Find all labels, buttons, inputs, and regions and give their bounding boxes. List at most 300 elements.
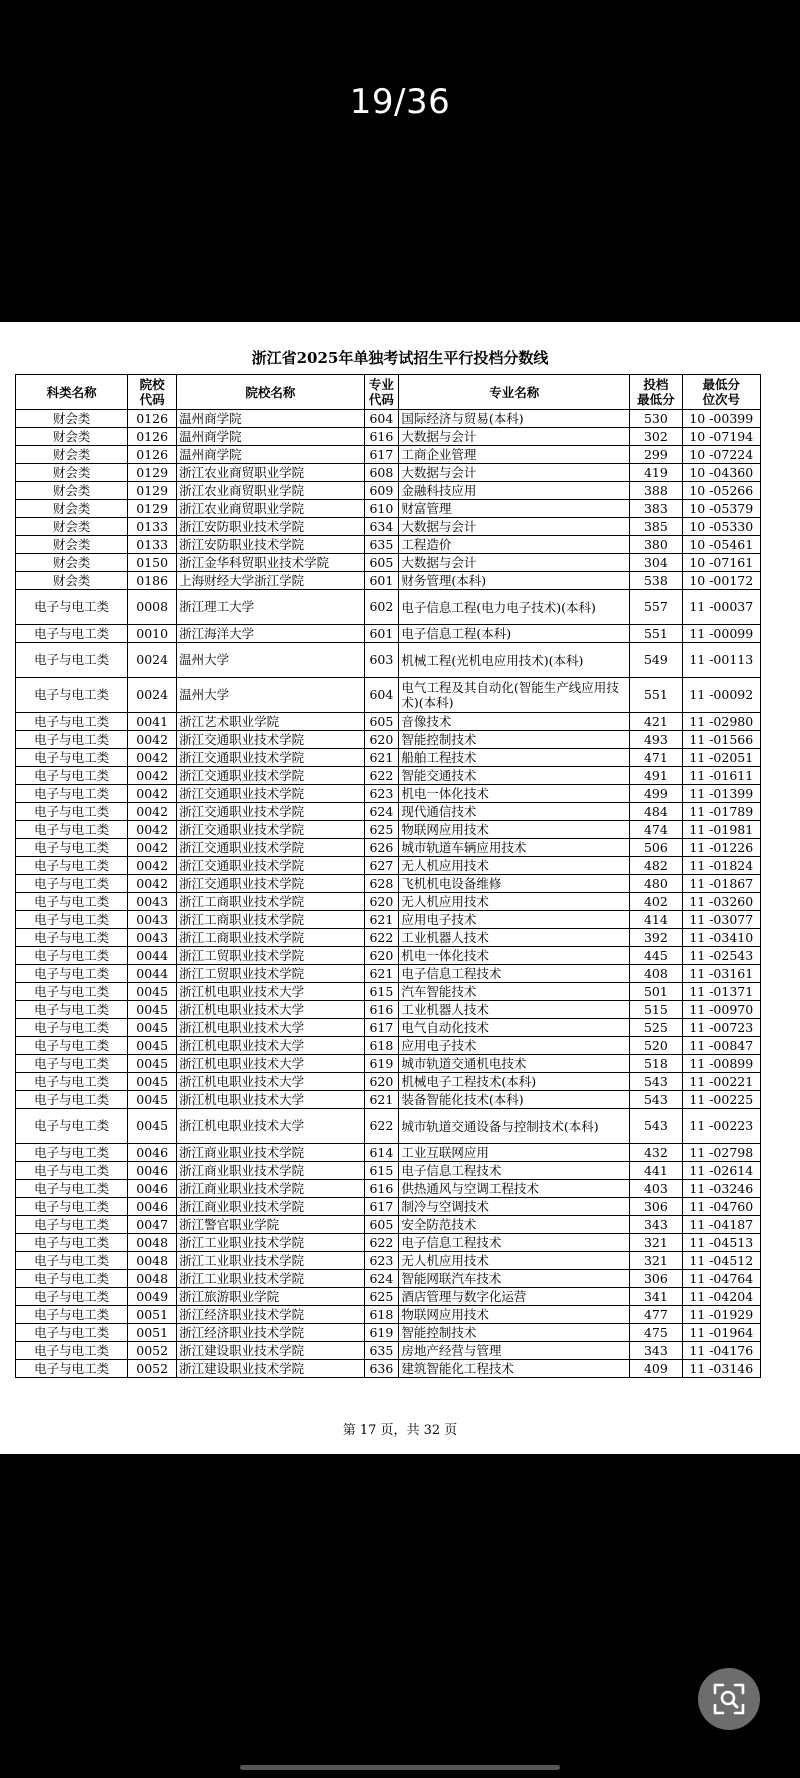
cell-category: 电子与电工类 [16, 1252, 128, 1270]
cell-school-code: 0042 [128, 875, 177, 893]
cell-major-name: 装备智能化技术(本科) [399, 1091, 630, 1109]
cell-school-code: 0043 [128, 929, 177, 947]
cell-major-code: 621 [364, 965, 399, 983]
cell-category: 财会类 [16, 572, 128, 590]
cell-category: 财会类 [16, 428, 128, 446]
table-row [16, 1234, 761, 1252]
cell-school-name: 浙江交通职业技术学院 [177, 749, 364, 767]
cell-school-name: 浙江机电职业技术大学 [177, 1055, 364, 1073]
cell-major-name: 机电一体化技术 [399, 785, 630, 803]
cell-min-rank: 10 -07224 [682, 446, 760, 464]
table-row [16, 1324, 761, 1342]
cell-major-name: 机械电子工程技术(本科) [399, 1073, 630, 1091]
score-table [15, 374, 761, 1378]
cell-min-rank: 11 -03246 [682, 1180, 760, 1198]
cell-min-rank: 11 -00099 [682, 625, 760, 643]
cell-school-code: 0045 [128, 1055, 177, 1073]
cell-major-code: 610 [364, 500, 399, 518]
cell-category: 财会类 [16, 518, 128, 536]
cell-major-code: 620 [364, 1073, 399, 1091]
cell-category: 电子与电工类 [16, 1001, 128, 1019]
cell-school-code: 0126 [128, 428, 177, 446]
cell-school-code: 0044 [128, 947, 177, 965]
cell-major-name: 建筑智能化工程技术 [399, 1360, 630, 1378]
table-row [16, 929, 761, 947]
table-row [16, 518, 761, 536]
table-row [16, 446, 761, 464]
cell-min-rank: 11 -03077 [682, 911, 760, 929]
cell-school-name: 浙江工商职业技术学院 [177, 929, 364, 947]
cell-major-name: 大数据与会计 [399, 554, 630, 572]
cell-major-name: 工业机器人技术 [399, 929, 630, 947]
cell-major-name: 财富管理 [399, 500, 630, 518]
table-row [16, 1019, 761, 1037]
cell-min-score: 321 [630, 1252, 682, 1270]
cell-school-code: 0046 [128, 1144, 177, 1162]
cell-min-rank: 11 -00225 [682, 1091, 760, 1109]
cell-min-score: 419 [630, 464, 682, 482]
cell-category: 电子与电工类 [16, 1091, 128, 1109]
cell-school-code: 0045 [128, 1037, 177, 1055]
cell-major-code: 635 [364, 536, 399, 554]
cell-min-score: 306 [630, 1270, 682, 1288]
cell-min-rank: 11 -03161 [682, 965, 760, 983]
table-row [16, 464, 761, 482]
cell-major-code: 616 [364, 1180, 399, 1198]
cell-major-code: 605 [364, 554, 399, 572]
cell-category: 电子与电工类 [16, 767, 128, 785]
cell-school-code: 0052 [128, 1360, 177, 1378]
cell-min-score: 321 [630, 1234, 682, 1252]
cell-category: 电子与电工类 [16, 678, 128, 713]
cell-major-code: 634 [364, 518, 399, 536]
cell-min-score: 385 [630, 518, 682, 536]
cell-min-score: 557 [630, 590, 682, 625]
cell-school-name: 浙江交通职业技术学院 [177, 803, 364, 821]
cell-category: 电子与电工类 [16, 590, 128, 625]
cell-min-rank: 11 -00092 [682, 678, 760, 713]
cell-major-code: 626 [364, 839, 399, 857]
cell-min-score: 306 [630, 1198, 682, 1216]
cell-major-code: 621 [364, 749, 399, 767]
table-row [16, 428, 761, 446]
header-major-name: 专业名称 [399, 375, 630, 410]
cell-major-name: 飞机机电设备维修 [399, 875, 630, 893]
cell-major-name: 电子信息工程(本科) [399, 625, 630, 643]
table-row [16, 643, 761, 678]
cell-category: 电子与电工类 [16, 1019, 128, 1037]
table-row [16, 1216, 761, 1234]
table-row [16, 713, 761, 731]
cell-major-name: 制冷与空调技术 [399, 1198, 630, 1216]
cell-min-score: 441 [630, 1162, 682, 1180]
cell-min-score: 475 [630, 1324, 682, 1342]
cell-min-rank: 11 -01824 [682, 857, 760, 875]
cell-school-name: 浙江机电职业技术大学 [177, 1073, 364, 1091]
cell-school-name: 浙江工贸职业技术学院 [177, 965, 364, 983]
cell-major-name: 船舶工程技术 [399, 749, 630, 767]
cell-school-name: 浙江安防职业技术学院 [177, 536, 364, 554]
cell-major-code: 620 [364, 893, 399, 911]
cell-category: 电子与电工类 [16, 1073, 128, 1091]
cell-min-rank: 10 -07194 [682, 428, 760, 446]
table-row [16, 590, 761, 625]
cell-major-code: 603 [364, 643, 399, 678]
cell-min-score: 343 [630, 1342, 682, 1360]
cell-school-code: 0042 [128, 785, 177, 803]
cell-category: 电子与电工类 [16, 1162, 128, 1180]
cell-school-name: 浙江交通职业技术学院 [177, 767, 364, 785]
cell-major-code: 608 [364, 464, 399, 482]
cell-school-name: 浙江农业商贸职业学院 [177, 464, 364, 482]
cell-school-name: 浙江农业商贸职业学院 [177, 500, 364, 518]
cell-category: 财会类 [16, 410, 128, 428]
cell-school-name: 上海财经大学浙江学院 [177, 572, 364, 590]
header-min-score: 投档 最低分 [630, 375, 682, 410]
table-row [16, 965, 761, 983]
table-header-row [16, 375, 761, 410]
cell-major-code: 623 [364, 1252, 399, 1270]
image-search-button[interactable] [698, 1668, 760, 1730]
cell-major-code: 620 [364, 947, 399, 965]
cell-major-code: 617 [364, 1019, 399, 1037]
cell-min-score: 474 [630, 821, 682, 839]
cell-major-name: 国际经济与贸易(本科) [399, 410, 630, 428]
cell-major-code: 614 [364, 1144, 399, 1162]
cell-min-rank: 10 -00399 [682, 410, 760, 428]
cell-major-code: 635 [364, 1342, 399, 1360]
cell-min-score: 409 [630, 1360, 682, 1378]
table-row [16, 821, 761, 839]
cell-min-score: 549 [630, 643, 682, 678]
cell-school-name: 浙江机电职业技术大学 [177, 1019, 364, 1037]
table-row [16, 1198, 761, 1216]
cell-category: 电子与电工类 [16, 929, 128, 947]
table-row [16, 1055, 761, 1073]
cell-min-score: 518 [630, 1055, 682, 1073]
cell-major-name: 城市轨道交通设备与控制技术(本科) [399, 1109, 630, 1144]
cell-min-score: 480 [630, 875, 682, 893]
cell-school-code: 0024 [128, 678, 177, 713]
cell-category: 财会类 [16, 464, 128, 482]
cell-min-score: 506 [630, 839, 682, 857]
cell-major-name: 汽车智能技术 [399, 983, 630, 1001]
cell-school-name: 浙江金华科贸职业技术学院 [177, 554, 364, 572]
cell-min-rank: 11 -00899 [682, 1055, 760, 1073]
cell-min-rank: 11 -00113 [682, 643, 760, 678]
cell-school-code: 0042 [128, 821, 177, 839]
cell-school-code: 0048 [128, 1270, 177, 1288]
header-major-code: 专业 代码 [364, 375, 399, 410]
cell-school-name: 温州大学 [177, 643, 364, 678]
cell-school-name: 浙江建设职业技术学院 [177, 1360, 364, 1378]
header-category: 科类名称 [16, 375, 128, 410]
cell-category: 电子与电工类 [16, 1270, 128, 1288]
cell-major-code: 625 [364, 1288, 399, 1306]
cell-major-code: 616 [364, 428, 399, 446]
cell-school-name: 浙江机电职业技术大学 [177, 983, 364, 1001]
cell-school-name: 浙江理工大学 [177, 590, 364, 625]
cell-school-name: 浙江机电职业技术大学 [177, 1037, 364, 1055]
cell-category: 财会类 [16, 446, 128, 464]
cell-major-name: 无人机应用技术 [399, 1252, 630, 1270]
table-row [16, 893, 761, 911]
cell-category: 财会类 [16, 536, 128, 554]
cell-major-code: 621 [364, 1091, 399, 1109]
document-page[interactable] [0, 322, 800, 1454]
cell-school-name: 浙江工商职业技术学院 [177, 911, 364, 929]
cell-min-score: 343 [630, 1216, 682, 1234]
cell-major-name: 电子信息工程(电力电子技术)(本科) [399, 590, 630, 625]
cell-major-code: 616 [364, 1001, 399, 1019]
cell-school-code: 0042 [128, 839, 177, 857]
cell-category: 电子与电工类 [16, 875, 128, 893]
cell-school-name: 浙江农业商贸职业学院 [177, 482, 364, 500]
cell-min-rank: 11 -02614 [682, 1162, 760, 1180]
cell-min-rank: 10 -05266 [682, 482, 760, 500]
cell-major-name: 工程造价 [399, 536, 630, 554]
cell-min-score: 299 [630, 446, 682, 464]
cell-major-code: 623 [364, 785, 399, 803]
cell-school-code: 0045 [128, 1109, 177, 1144]
cell-school-name: 浙江商业职业技术学院 [177, 1144, 364, 1162]
cell-min-score: 551 [630, 625, 682, 643]
cell-min-score: 543 [630, 1091, 682, 1109]
cell-school-code: 0042 [128, 857, 177, 875]
cell-school-code: 0133 [128, 518, 177, 536]
cell-min-rank: 11 -01611 [682, 767, 760, 785]
cell-min-score: 383 [630, 500, 682, 518]
cell-min-rank: 11 -02798 [682, 1144, 760, 1162]
cell-min-rank: 11 -00221 [682, 1073, 760, 1091]
cell-major-name: 城市轨道交通机电技术 [399, 1055, 630, 1073]
cell-major-name: 无人机应用技术 [399, 893, 630, 911]
table-row [16, 1342, 761, 1360]
cell-major-code: 601 [364, 572, 399, 590]
table-row [16, 410, 761, 428]
cell-school-name: 浙江工商职业技术学院 [177, 893, 364, 911]
cell-major-code: 609 [364, 482, 399, 500]
cell-min-score: 402 [630, 893, 682, 911]
table-row [16, 767, 761, 785]
cell-school-code: 0129 [128, 464, 177, 482]
cell-major-name: 大数据与会计 [399, 464, 630, 482]
cell-category: 财会类 [16, 554, 128, 572]
cell-major-name: 机械工程(光机电应用技术)(本科) [399, 643, 630, 678]
page-footer: 第 17 页，共 32 页 [342, 1423, 458, 1438]
cell-min-rank: 11 -04204 [682, 1288, 760, 1306]
table-row [16, 983, 761, 1001]
cell-school-name: 浙江机电职业技术大学 [177, 1091, 364, 1109]
cell-major-code: 604 [364, 678, 399, 713]
cell-school-name: 浙江工业职业技术学院 [177, 1270, 364, 1288]
cell-min-rank: 11 -04176 [682, 1342, 760, 1360]
cell-min-score: 515 [630, 1001, 682, 1019]
cell-min-score: 482 [630, 857, 682, 875]
cell-min-score: 471 [630, 749, 682, 767]
cell-school-name: 浙江艺术职业学院 [177, 713, 364, 731]
header-school-code: 院校 代码 [128, 375, 177, 410]
cell-school-code: 0051 [128, 1306, 177, 1324]
cell-school-code: 0126 [128, 446, 177, 464]
cell-major-name: 安全防范技术 [399, 1216, 630, 1234]
cell-min-rank: 11 -04512 [682, 1252, 760, 1270]
table-row [16, 1001, 761, 1019]
cell-major-code: 617 [364, 446, 399, 464]
cell-major-name: 电子信息工程技术 [399, 1162, 630, 1180]
cell-school-name: 浙江交通职业技术学院 [177, 821, 364, 839]
cell-major-code: 619 [364, 1324, 399, 1342]
cell-min-score: 304 [630, 554, 682, 572]
cell-category: 电子与电工类 [16, 911, 128, 929]
cell-major-code: 636 [364, 1360, 399, 1378]
cell-school-name: 浙江交通职业技术学院 [177, 875, 364, 893]
cell-min-rank: 10 -05330 [682, 518, 760, 536]
cell-school-code: 0046 [128, 1198, 177, 1216]
table-row [16, 1144, 761, 1162]
table-row [16, 625, 761, 643]
cell-major-code: 627 [364, 857, 399, 875]
cell-category: 电子与电工类 [16, 857, 128, 875]
cell-school-code: 0043 [128, 893, 177, 911]
cell-major-name: 智能控制技术 [399, 1324, 630, 1342]
cell-major-code: 625 [364, 821, 399, 839]
cell-school-code: 0047 [128, 1216, 177, 1234]
cell-major-name: 工业互联网应用 [399, 1144, 630, 1162]
cell-major-code: 602 [364, 590, 399, 625]
cell-min-rank: 10 -04360 [682, 464, 760, 482]
cell-min-rank: 10 -05379 [682, 500, 760, 518]
cell-min-rank: 11 -03410 [682, 929, 760, 947]
cell-category: 电子与电工类 [16, 643, 128, 678]
cell-major-code: 604 [364, 410, 399, 428]
cell-major-name: 大数据与会计 [399, 518, 630, 536]
cell-major-code: 624 [364, 803, 399, 821]
cell-major-name: 应用电子技术 [399, 1037, 630, 1055]
cell-min-score: 499 [630, 785, 682, 803]
cell-min-rank: 11 -00723 [682, 1019, 760, 1037]
cell-major-code: 624 [364, 1270, 399, 1288]
cell-school-name: 浙江交通职业技术学院 [177, 731, 364, 749]
cell-school-code: 0024 [128, 643, 177, 678]
cell-category: 电子与电工类 [16, 893, 128, 911]
cell-school-name: 浙江安防职业技术学院 [177, 518, 364, 536]
cell-school-code: 0042 [128, 767, 177, 785]
cell-min-rank: 11 -04513 [682, 1234, 760, 1252]
table-row [16, 1252, 761, 1270]
cell-school-code: 0048 [128, 1234, 177, 1252]
cell-min-score: 445 [630, 947, 682, 965]
cell-school-code: 0133 [128, 536, 177, 554]
cell-min-score: 388 [630, 482, 682, 500]
cell-min-score: 543 [630, 1073, 682, 1091]
cell-min-score: 392 [630, 929, 682, 947]
cell-school-code: 0045 [128, 1073, 177, 1091]
cell-major-name: 金融科技应用 [399, 482, 630, 500]
cell-major-code: 618 [364, 1037, 399, 1055]
cell-major-code: 615 [364, 1162, 399, 1180]
cell-major-name: 供热通风与空调工程技术 [399, 1180, 630, 1198]
cell-min-rank: 11 -01789 [682, 803, 760, 821]
cell-category: 电子与电工类 [16, 785, 128, 803]
cell-min-rank: 11 -00847 [682, 1037, 760, 1055]
home-indicator[interactable] [240, 1765, 560, 1770]
cell-min-score: 551 [630, 678, 682, 713]
table-row [16, 1288, 761, 1306]
cell-min-rank: 11 -02980 [682, 713, 760, 731]
cell-category: 电子与电工类 [16, 821, 128, 839]
cell-category: 电子与电工类 [16, 731, 128, 749]
cell-school-name: 浙江交通职业技术学院 [177, 785, 364, 803]
cell-min-rank: 11 -02051 [682, 749, 760, 767]
cell-major-code: 621 [364, 911, 399, 929]
cell-major-name: 工商企业管理 [399, 446, 630, 464]
image-search-icon [712, 1682, 746, 1716]
cell-category: 电子与电工类 [16, 1216, 128, 1234]
cell-major-name: 电子信息工程技术 [399, 965, 630, 983]
cell-min-rank: 11 -01566 [682, 731, 760, 749]
cell-major-code: 622 [364, 929, 399, 947]
cell-major-name: 现代通信技术 [399, 803, 630, 821]
cell-school-name: 浙江工业职业技术学院 [177, 1252, 364, 1270]
cell-school-name: 浙江工贸职业技术学院 [177, 947, 364, 965]
cell-school-name: 温州商学院 [177, 410, 364, 428]
cell-school-code: 0041 [128, 713, 177, 731]
cell-category: 电子与电工类 [16, 803, 128, 821]
table-row [16, 947, 761, 965]
cell-school-code: 0048 [128, 1252, 177, 1270]
cell-school-name: 浙江旅游职业学院 [177, 1288, 364, 1306]
cell-category: 电子与电工类 [16, 983, 128, 1001]
cell-school-name: 温州大学 [177, 678, 364, 713]
cell-school-name: 浙江建设职业技术学院 [177, 1342, 364, 1360]
table-row [16, 482, 761, 500]
cell-major-name: 城市轨道车辆应用技术 [399, 839, 630, 857]
cell-major-name: 物联网应用技术 [399, 821, 630, 839]
cell-category: 电子与电工类 [16, 1360, 128, 1378]
cell-category: 电子与电工类 [16, 965, 128, 983]
cell-min-rank: 11 -04187 [682, 1216, 760, 1234]
cell-school-code: 0126 [128, 410, 177, 428]
cell-major-code: 619 [364, 1055, 399, 1073]
cell-school-code: 0044 [128, 965, 177, 983]
cell-major-code: 605 [364, 1216, 399, 1234]
cell-major-name: 无人机应用技术 [399, 857, 630, 875]
cell-min-rank: 10 -05461 [682, 536, 760, 554]
cell-school-code: 0008 [128, 590, 177, 625]
cell-school-name: 浙江交通职业技术学院 [177, 839, 364, 857]
cell-min-rank: 11 -02543 [682, 947, 760, 965]
cell-school-code: 0046 [128, 1180, 177, 1198]
page-counter: 19/36 [349, 82, 451, 122]
cell-min-score: 543 [630, 1109, 682, 1144]
cell-school-code: 0051 [128, 1324, 177, 1342]
cell-school-code: 0129 [128, 500, 177, 518]
cell-major-name: 智能网联汽车技术 [399, 1270, 630, 1288]
cell-major-name: 应用电子技术 [399, 911, 630, 929]
cell-school-name: 浙江机电职业技术大学 [177, 1001, 364, 1019]
cell-min-rank: 11 -03260 [682, 893, 760, 911]
table-row [16, 839, 761, 857]
cell-school-code: 0045 [128, 1001, 177, 1019]
cell-major-code: 615 [364, 983, 399, 1001]
cell-major-code: 601 [364, 625, 399, 643]
table-row [16, 500, 761, 518]
table-row [16, 875, 761, 893]
cell-category: 财会类 [16, 482, 128, 500]
table-row [16, 1073, 761, 1091]
table-row [16, 536, 761, 554]
